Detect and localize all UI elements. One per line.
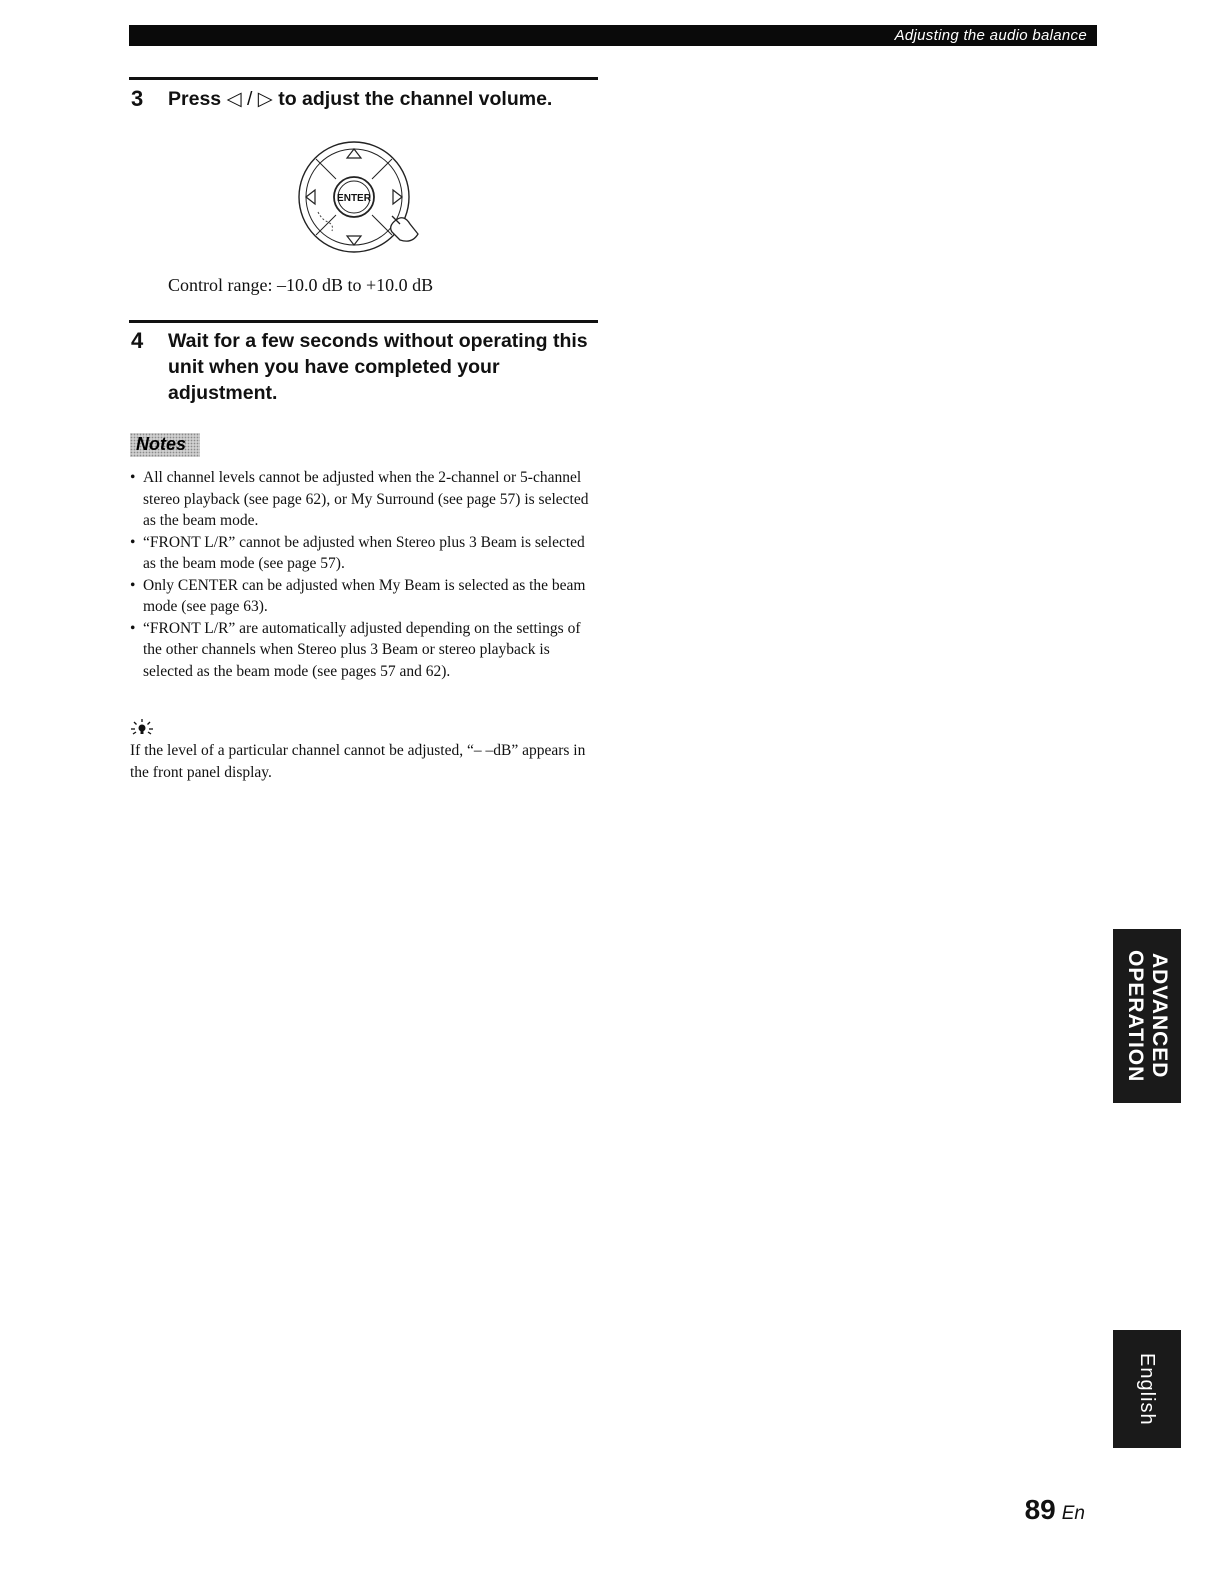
note-text: “FRONT L/R” are automatically adjusted depending on the settings of the other channels when Stereo plus 3 Beam or stereo playback is selected as the beam mode (see pages 57 and 62). bbox=[143, 619, 581, 680]
control-range-text: Control range: –10.0 dB to +10.0 dB bbox=[168, 275, 434, 295]
step4-line: unit when you have completed your bbox=[168, 356, 500, 378]
lightbulb-icon bbox=[130, 718, 154, 736]
note-text: “FRONT L/R” cannot be adjusted when Stereo plus 3 Beam is selected as the beam mode (see page 57). bbox=[143, 533, 585, 572]
bullet: • bbox=[130, 469, 136, 486]
note-item bbox=[130, 618, 600, 683]
side-tab-line: OPERATION bbox=[1124, 949, 1147, 1083]
step3-rule bbox=[129, 77, 598, 80]
bullet: • bbox=[130, 619, 136, 637]
note-item bbox=[130, 467, 600, 532]
remote-cursor-pad-diagram bbox=[296, 140, 428, 258]
page-language: En bbox=[1061, 1503, 1085, 1524]
notes-list bbox=[130, 467, 600, 682]
enter-button-label: ENTER bbox=[337, 193, 371, 204]
bullet: • bbox=[130, 533, 136, 551]
side-tab-advanced-operation bbox=[1113, 929, 1181, 1103]
header-bar bbox=[129, 25, 1097, 46]
pointing-hand-icon bbox=[391, 218, 418, 241]
step3-text-before: Press bbox=[168, 88, 227, 110]
left-right-arrows: ◁ / ▷ bbox=[226, 88, 273, 110]
step4-rule bbox=[129, 320, 598, 323]
tip-text: If the level of a particular channel cannot be adjusted, “– –dB” appears in the front panel display. bbox=[130, 742, 586, 781]
step4-line: Wait for a few seconds without operating this bbox=[168, 330, 588, 352]
side-tab-label bbox=[1123, 950, 1171, 1082]
step4-instruction bbox=[168, 328, 598, 406]
bullet: • bbox=[130, 576, 136, 594]
page-number-value: 89 bbox=[1024, 1494, 1056, 1525]
note-text: All channel levels cannot be adjusted when the 2-channel or 5-channel stereo playback (see page 62), or My Surround (see page 57) is selected as the beam mode. bbox=[143, 469, 589, 529]
note-item bbox=[130, 532, 600, 575]
note-text: Only CENTER can be adjusted when My Beam is selected as the beam mode (see page 63). bbox=[143, 576, 586, 615]
side-tab-label: English bbox=[1136, 1352, 1158, 1426]
note-item bbox=[130, 575, 600, 618]
step4-number: 4 bbox=[131, 328, 144, 353]
step3-number: 3 bbox=[131, 86, 144, 111]
notes-heading: Notes bbox=[136, 434, 187, 454]
page-number bbox=[1025, 1494, 1085, 1526]
step3-instruction bbox=[168, 86, 598, 112]
side-tab-line: ADVANCED bbox=[1148, 953, 1171, 1079]
step4-line: adjustment. bbox=[168, 382, 278, 404]
side-tab-english bbox=[1113, 1330, 1181, 1448]
step3-text-after: to adjust the channel volume. bbox=[272, 88, 553, 110]
section-title: Adjusting the audio balance bbox=[894, 27, 1087, 44]
notes-heading-box bbox=[130, 433, 200, 457]
